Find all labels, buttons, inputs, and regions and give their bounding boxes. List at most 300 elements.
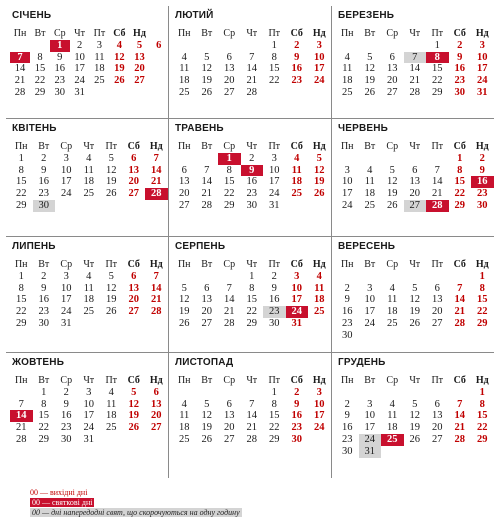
day-cell: 6 xyxy=(156,39,162,51)
day-cell: 19 xyxy=(314,176,325,188)
empty-cell xyxy=(218,40,241,52)
day-cell: 11 xyxy=(314,282,325,294)
weekday-header-row xyxy=(173,28,331,40)
day-cell: 26 xyxy=(106,188,117,200)
weekday-label: Вт xyxy=(364,375,376,386)
weekday-header-row xyxy=(173,259,331,271)
day-cell: 30 xyxy=(38,317,49,329)
day-cell: 5 xyxy=(412,398,418,410)
day-cell: 25 xyxy=(106,422,117,434)
day-cell: 1 xyxy=(479,270,485,282)
day-cell: 20 xyxy=(409,188,420,200)
day-cell: 31 xyxy=(74,86,85,98)
weekday-header-row xyxy=(336,28,494,40)
day-cell: 20 xyxy=(432,306,443,318)
day-cell: 25 xyxy=(387,317,398,329)
day-cell: 16 xyxy=(471,176,494,188)
day-cell: 5 xyxy=(131,386,137,398)
day-cell: 30 xyxy=(33,200,56,212)
empty-cell xyxy=(426,153,449,165)
day-cell: 11 xyxy=(387,294,398,306)
day-cell: 1 xyxy=(271,39,277,51)
day-cell: 28 xyxy=(246,86,257,98)
empty-cell xyxy=(241,40,264,52)
day-cell: 8 xyxy=(37,51,43,63)
weekday-label: Сб xyxy=(453,28,466,39)
weekday-label: Пн xyxy=(177,28,191,39)
week-row xyxy=(336,176,494,188)
day-cell: 12 xyxy=(364,63,375,75)
day-cell: 12 xyxy=(409,410,420,422)
week-row xyxy=(10,318,168,330)
week-row xyxy=(173,52,331,64)
day-cell: 24 xyxy=(61,188,72,200)
day-cell: 8 xyxy=(41,398,47,410)
month-title: КВІТЕНЬ xyxy=(12,123,57,134)
day-cell: 20 xyxy=(151,410,162,422)
empty-cell xyxy=(308,318,331,330)
weekday-label: Нд xyxy=(133,28,146,39)
day-cell: 14 xyxy=(454,410,465,422)
day-cell: 13 xyxy=(409,176,420,188)
weekday-label: Нд xyxy=(475,28,489,39)
day-cell: 7 xyxy=(404,52,427,64)
week-row xyxy=(173,63,331,75)
empty-cell xyxy=(336,271,359,283)
weekday-label: Сб xyxy=(113,28,126,39)
weekday-label: Вт xyxy=(201,28,213,39)
day-cell: 28 xyxy=(201,199,212,211)
legend-weekend: 00 — вихідні дні xyxy=(30,488,88,497)
day-cell: 10 xyxy=(61,282,72,294)
day-cell: 2 xyxy=(76,39,83,51)
day-cell: 27 xyxy=(128,188,139,200)
weekday-label: Чт xyxy=(409,259,421,270)
empty-cell xyxy=(123,318,146,330)
day-cell: 30 xyxy=(291,433,302,445)
day-cell: 25 xyxy=(342,86,353,98)
weekday-label: Вт xyxy=(38,259,50,270)
day-cell: 18 xyxy=(342,75,353,87)
day-cell: 23 xyxy=(61,422,72,434)
day-cell: 26 xyxy=(128,422,139,434)
empty-cell xyxy=(359,271,382,283)
day-cell: 29 xyxy=(224,199,235,211)
weekday-label: Чт xyxy=(409,141,421,152)
empty-cell xyxy=(336,153,359,165)
weekday-header-row xyxy=(336,141,494,153)
day-cell: 21 xyxy=(151,176,162,188)
weekday-header-row xyxy=(336,375,494,387)
day-cell: 28 xyxy=(16,433,27,445)
day-cell: 20 xyxy=(128,176,139,188)
week-row xyxy=(10,153,168,165)
empty-cell xyxy=(308,87,331,99)
month-block xyxy=(332,353,494,471)
week-row xyxy=(173,294,331,306)
day-cell: 12 xyxy=(106,164,117,176)
weekday-header-row xyxy=(10,259,168,271)
day-cell: 30 xyxy=(342,329,353,341)
week-row xyxy=(10,40,168,52)
day-cell: 16 xyxy=(269,294,280,306)
day-cell: 21 xyxy=(432,188,443,200)
weekday-label: Сб xyxy=(290,28,303,39)
week-row xyxy=(173,153,331,165)
day-cell: 17 xyxy=(291,294,302,306)
empty-cell xyxy=(426,446,449,458)
day-cell: 28 xyxy=(426,200,449,212)
day-cell: 23 xyxy=(38,306,49,318)
empty-cell xyxy=(336,40,359,52)
empty-cell xyxy=(381,153,404,165)
week-row xyxy=(10,63,168,75)
week-row xyxy=(336,271,494,283)
legend-short: 00 — дні напередодні свят, що скорочуються на одну годину xyxy=(32,508,240,517)
day-cell: 4 xyxy=(181,51,187,63)
week-row xyxy=(336,306,494,318)
day-cell: 6 xyxy=(226,398,232,410)
day-cell: 16 xyxy=(38,176,49,188)
weekday-label: Сб xyxy=(453,141,466,152)
day-cell: 21 xyxy=(246,422,257,434)
day-cell: 6 xyxy=(412,164,418,176)
day-cell: 11 xyxy=(291,164,302,176)
weekday-label: Чт xyxy=(83,141,95,152)
day-cell: 23 xyxy=(291,75,302,87)
day-cell: 25 xyxy=(314,306,325,318)
day-cell: 8 xyxy=(18,282,24,294)
empty-cell xyxy=(78,318,101,330)
day-cell: 23 xyxy=(246,188,257,200)
day-cell: 6 xyxy=(204,282,210,294)
day-cell: 14 xyxy=(224,294,235,306)
month-table xyxy=(10,141,168,212)
day-cell: 21 xyxy=(409,75,420,87)
day-cell: 15 xyxy=(454,176,465,188)
weekday-label: Вт xyxy=(201,141,213,152)
day-cell: 12 xyxy=(201,63,212,75)
day-cell: 9 xyxy=(63,398,69,410)
weekday-label: Ср xyxy=(60,259,73,270)
weekday-label: Сб xyxy=(453,375,466,386)
month-block xyxy=(332,119,494,237)
day-cell: 11 xyxy=(342,63,353,75)
month-table xyxy=(173,141,331,212)
weekday-label: Пт xyxy=(431,375,444,386)
month-title: ЛЮТИЙ xyxy=(175,10,214,21)
day-cell: 18 xyxy=(387,422,398,434)
weekday-label: Пт xyxy=(105,375,118,386)
week-row xyxy=(173,165,331,177)
weekday-label: Сб xyxy=(453,259,466,270)
week-row xyxy=(10,52,168,64)
day-cell: 1 xyxy=(41,386,47,398)
legend-holiday: 00 — святкові дні xyxy=(32,498,93,507)
day-cell: 26 xyxy=(409,433,420,445)
day-cell: 20 xyxy=(432,422,443,434)
day-cell: 21 xyxy=(16,422,27,434)
week-row xyxy=(173,399,331,411)
day-cell: 5 xyxy=(108,152,114,164)
day-cell: 5 xyxy=(136,39,143,51)
day-cell: 3 xyxy=(63,270,69,282)
day-cell: 27 xyxy=(432,317,443,329)
day-cell: 13 xyxy=(151,398,162,410)
day-cell: 11 xyxy=(94,51,105,63)
day-cell: 15 xyxy=(477,294,488,306)
week-row xyxy=(336,434,494,446)
week-row xyxy=(10,165,168,177)
day-cell: 11 xyxy=(106,398,117,410)
day-cell: 21 xyxy=(151,294,162,306)
month-block xyxy=(169,353,331,471)
day-cell: 10 xyxy=(291,282,302,294)
weekday-label: Чт xyxy=(409,375,421,386)
empty-cell xyxy=(196,153,219,165)
day-cell: 12 xyxy=(128,398,139,410)
day-cell: 28 xyxy=(409,86,420,98)
day-cell: 12 xyxy=(409,294,420,306)
weekday-label: Нд xyxy=(149,259,163,270)
day-cell: 8 xyxy=(226,164,232,176)
day-cell: 15 xyxy=(16,294,27,306)
day-cell: 20 xyxy=(134,63,145,75)
day-cell: 27 xyxy=(224,433,235,445)
weekday-label: Нд xyxy=(475,375,489,386)
month-title: СЕРПЕНЬ xyxy=(175,241,226,252)
day-cell: 16 xyxy=(342,422,353,434)
day-cell: 23 xyxy=(263,306,286,318)
month-block xyxy=(169,237,331,355)
empty-cell xyxy=(471,330,494,342)
weekday-label: Пн xyxy=(14,259,28,270)
day-cell: 4 xyxy=(367,164,373,176)
legend xyxy=(30,488,242,518)
day-cell: 5 xyxy=(367,51,373,63)
month-title: ВЕРЕСЕНЬ xyxy=(338,241,396,252)
day-cell: 17 xyxy=(364,422,375,434)
month-table xyxy=(336,28,494,99)
week-row xyxy=(10,200,168,212)
weekday-label: Пн xyxy=(340,375,354,386)
week-row xyxy=(336,318,494,330)
day-cell: 27 xyxy=(128,306,139,318)
weekday-label: Чт xyxy=(409,28,421,39)
empty-cell xyxy=(173,153,196,165)
day-cell: 11 xyxy=(83,164,94,176)
weekday-label: Пт xyxy=(105,259,118,270)
day-cell: 1 xyxy=(271,386,277,398)
day-cell: 8 xyxy=(18,164,24,176)
day-cell: 22 xyxy=(477,422,488,434)
day-cell: 13 xyxy=(224,63,235,75)
day-cell: 4 xyxy=(316,270,322,282)
weekday-label: Сб xyxy=(127,375,140,386)
day-cell: 3 xyxy=(367,282,373,294)
day-cell: 3 xyxy=(294,270,300,282)
day-cell: 30 xyxy=(477,199,488,211)
day-cell: 14 xyxy=(246,410,257,422)
day-cell: 29 xyxy=(246,317,257,329)
day-cell: 10 xyxy=(477,51,488,63)
day-cell: 3 xyxy=(367,398,373,410)
weekday-header-row xyxy=(173,141,331,153)
week-row xyxy=(173,283,331,295)
month-block xyxy=(169,119,331,237)
day-cell: 31 xyxy=(83,433,94,445)
weekday-label: Вт xyxy=(364,259,376,270)
day-cell: 22 xyxy=(269,75,280,87)
day-cell: 7 xyxy=(434,164,440,176)
day-cell: 19 xyxy=(387,188,398,200)
weekday-label: Нд xyxy=(475,259,489,270)
day-cell: 12 xyxy=(114,51,125,63)
empty-cell xyxy=(286,200,309,212)
week-row xyxy=(336,52,494,64)
day-cell: 1 xyxy=(50,40,70,52)
day-cell: 31 xyxy=(269,199,280,211)
day-cell: 26 xyxy=(409,317,420,329)
weekday-header-row xyxy=(10,375,168,387)
month-table xyxy=(173,28,331,99)
weekday-label: Пт xyxy=(93,28,106,39)
day-cell: 30 xyxy=(246,199,257,211)
week-row xyxy=(336,410,494,422)
empty-cell xyxy=(404,387,427,399)
weekday-label: Пт xyxy=(268,28,281,39)
day-cell: 4 xyxy=(108,386,114,398)
day-cell: 16 xyxy=(61,410,72,422)
day-cell: 9 xyxy=(57,51,63,63)
empty-cell xyxy=(123,434,146,446)
empty-cell xyxy=(308,434,331,446)
week-row xyxy=(336,330,494,342)
week-row xyxy=(336,153,494,165)
day-cell: 19 xyxy=(114,63,125,75)
day-cell: 28 xyxy=(14,86,26,98)
day-cell: 26 xyxy=(114,75,125,87)
day-cell: 10 xyxy=(314,51,325,63)
day-cell: 8 xyxy=(271,398,277,410)
day-cell: 17 xyxy=(364,306,375,318)
day-cell: 10 xyxy=(314,398,325,410)
day-cell: 15 xyxy=(38,410,49,422)
day-cell: 6 xyxy=(226,51,232,63)
day-cell: 17 xyxy=(83,410,94,422)
day-cell: 21 xyxy=(454,306,465,318)
day-cell: 15 xyxy=(432,63,443,75)
day-cell: 8 xyxy=(457,164,463,176)
day-cell: 11 xyxy=(364,176,375,188)
weekday-label: Нд xyxy=(312,259,326,270)
day-cell: 23 xyxy=(342,433,353,445)
week-row xyxy=(173,271,331,283)
day-cell: 15 xyxy=(246,294,257,306)
day-cell: 17 xyxy=(74,63,85,75)
day-cell: 31 xyxy=(477,86,488,98)
day-cell: 28 xyxy=(454,433,465,445)
day-cell: 15 xyxy=(34,63,46,75)
day-cell: 20 xyxy=(387,75,398,87)
day-cell: 25 xyxy=(179,86,190,98)
empty-cell xyxy=(145,200,168,212)
day-cell: 8 xyxy=(479,282,485,294)
week-row xyxy=(10,399,168,411)
day-cell: 18 xyxy=(83,176,94,188)
month-title: ТРАВЕНЬ xyxy=(175,123,224,134)
weekday-label: Сб xyxy=(127,259,140,270)
day-cell: 21 xyxy=(14,75,26,87)
day-cell: 13 xyxy=(224,410,235,422)
empty-cell xyxy=(123,200,146,212)
empty-cell xyxy=(381,330,404,342)
empty-cell xyxy=(145,434,168,446)
weekday-label: Чт xyxy=(246,141,258,152)
day-cell: 13 xyxy=(432,294,443,306)
week-row xyxy=(173,188,331,200)
day-cell: 28 xyxy=(224,317,235,329)
weekday-header-row xyxy=(173,375,331,387)
day-cell: 29 xyxy=(477,433,488,445)
day-cell: 11 xyxy=(179,63,190,75)
week-row xyxy=(336,446,494,458)
empty-cell xyxy=(109,87,129,99)
week-row xyxy=(336,200,494,212)
day-cell: 12 xyxy=(314,164,325,176)
day-cell: 18 xyxy=(179,422,190,434)
day-cell: 26 xyxy=(201,433,212,445)
day-cell: 16 xyxy=(54,63,66,75)
empty-cell xyxy=(471,446,494,458)
day-cell: 14 xyxy=(454,294,465,306)
day-cell: 18 xyxy=(364,188,375,200)
day-cell: 6 xyxy=(131,152,137,164)
day-cell: 6 xyxy=(434,282,440,294)
weekday-label: Вт xyxy=(201,259,213,270)
day-cell: 3 xyxy=(86,386,92,398)
day-cell: 31 xyxy=(291,317,302,329)
day-cell: 30 xyxy=(54,86,66,98)
day-cell: 26 xyxy=(364,86,375,98)
month-title: ГРУДЕНЬ xyxy=(338,357,386,368)
weekday-label: Чт xyxy=(246,375,258,386)
day-cell: 13 xyxy=(128,282,139,294)
weekday-label: Вт xyxy=(34,28,46,39)
day-cell: 27 xyxy=(179,199,190,211)
weekday-label: Нд xyxy=(475,141,489,152)
empty-cell xyxy=(449,330,472,342)
empty-cell xyxy=(404,271,427,283)
weekday-label: Вт xyxy=(364,141,376,152)
weekday-label: Ср xyxy=(60,141,73,152)
day-cell: 22 xyxy=(454,188,465,200)
day-cell: 1 xyxy=(18,270,24,282)
month-block xyxy=(6,119,168,237)
day-cell: 23 xyxy=(38,188,49,200)
weekday-label: Пт xyxy=(431,28,444,39)
day-cell: 12 xyxy=(106,282,117,294)
day-cell: 24 xyxy=(61,306,72,318)
day-cell: 31 xyxy=(61,317,72,329)
day-cell: 24 xyxy=(83,422,94,434)
day-cell: 14 xyxy=(14,63,26,75)
empty-cell xyxy=(359,387,382,399)
day-cell: 25 xyxy=(179,433,190,445)
empty-cell xyxy=(404,40,427,52)
day-cell: 31 xyxy=(359,446,382,458)
week-row xyxy=(173,422,331,434)
